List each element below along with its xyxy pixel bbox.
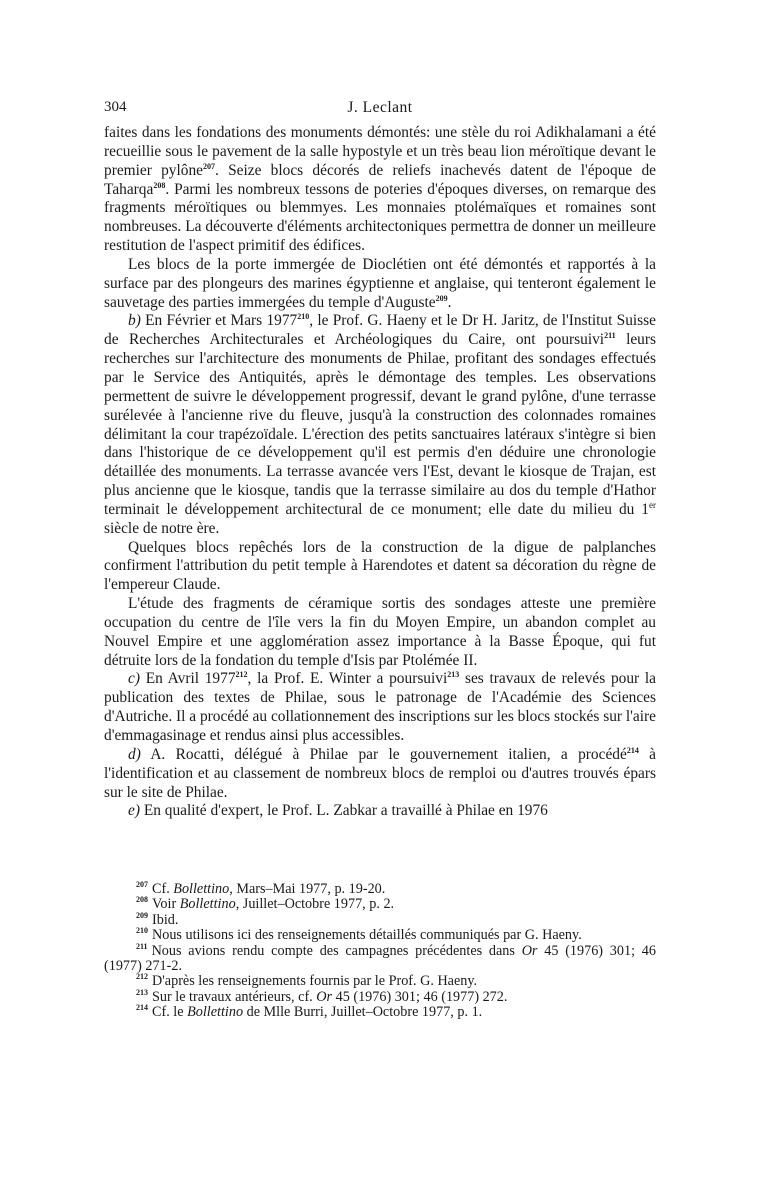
footnote (104, 928, 656, 943)
text: de Mlle Burri, Juillet–Octobre 1977, p. 1. (243, 1004, 483, 1021)
paragraph-3 (104, 312, 656, 538)
text: En qualité d'expert, le Prof. L. Zabkar a travaillé à Philae en 1976 (139, 802, 548, 820)
text: Voir (152, 896, 180, 913)
italic-text: Or (316, 988, 333, 1005)
paragraph-6 (104, 670, 656, 745)
text: Cf. le (152, 1004, 188, 1021)
text: , la Prof. E. Winter a poursuivi (247, 670, 448, 688)
footnote-number: 212 (136, 972, 148, 982)
text: ses travaux de relevés pour la publication des textes de Philae, sous le patronage de l'Académie des Sciences d'Autriche. Il a procédé au collationnement des inscriptions sur les blocs stockés sur l'aire d'emmagasinage et rendus ainsi plus accessibles. (104, 670, 657, 744)
paragraph-5 (104, 595, 656, 670)
text: à l'identification et au classement de nombreux blocs de remploi ou d'autres trouvés épars sur le site de Philae. (104, 745, 656, 801)
running-head: J. Leclant (347, 99, 413, 116)
text: 45 (1976) 301; 46 (1977) 271-2. (104, 942, 656, 975)
footnote-number: 209 (136, 910, 148, 920)
text: leurs recherches sur l'architecture des monuments de Philae, profitant des sondages effectués par le Service des Antiquités, après le démontage des temples. Les observations permettent de suivre le développement progressif, devant le grand pylône, d'une terrasse surélevée à l'ancienne rive du fleuve, jusqu'à la construction des colonnades romaines délimitant la cour trapézoïdale. L'érection des petits sanctuaires latéraux s'intègre si bien dans l'historique de ce développement qu'il est permis d'en déduire une chronologie détaillée des monuments. La terrasse avancée vers l'Est, devant le kiosque de Trajan, est plus ancienne que le kiosque, tandis que la terrasse similaire au dos du temple d'Hathor terminait le développement architectural de ce monument; elle date du milieu du 1 (104, 331, 656, 518)
page-header (104, 99, 656, 119)
text: L'étude des fragments de céramique sortis des sondages atteste une première occupation du centre de l'île vers la fin du Moyen Empire, un abandon complet au Nouvel Empire et une agglomération assez importance à la Basse Époque, qui fut détruite lors de la fondation du temple d'Isis par Ptolémée II. (104, 595, 656, 669)
text: Nous avions rendu compte des campagnes précédentes dans (151, 942, 522, 959)
footnote-ref: 210 (297, 312, 310, 322)
footnotes (104, 882, 656, 1021)
footnote-ref: 207 (203, 161, 215, 171)
page-number: 304 (104, 99, 127, 115)
footnote-number: 210 (136, 926, 148, 936)
paragraph-8 (104, 802, 656, 821)
text: 45 (1976) 301; 46 (1977) 272. (332, 988, 508, 1005)
footnote-number: 211 (136, 941, 148, 951)
italic-text: Bollettino (173, 881, 230, 897)
text: Sur le travaux antérieurs, cf. (152, 988, 317, 1005)
text: Les blocs de la porte immergée de Dioclétien ont été démontés et rapportés à la surface par des plongeurs des marines égyptienne et anglaise, qui tenteront également le sauvetage des parties immergées du temple d'Auguste (104, 255, 656, 311)
item-letter: d) (128, 745, 141, 763)
text: A. Rocatti, délégué à Philae par le gouvernement italien, a procédé (140, 745, 627, 763)
text: Quelques blocs repêchés lors de la construction de la digue de palplanches confirment l'attribution du petit temple à Harendotes et datent sa décoration du règne de l'empereur Claude. (104, 538, 656, 594)
footnote (104, 910, 656, 928)
italic-text: Bollettino (179, 896, 236, 913)
footnote-number: 208 (136, 895, 148, 905)
paragraph-1 (104, 124, 656, 256)
footnote (104, 897, 656, 912)
footnote-number: 214 (136, 1003, 148, 1013)
footnote-ref: 211 (604, 331, 616, 341)
italic-text: Bollettino (187, 1004, 244, 1021)
footnote (104, 987, 656, 1005)
item-letter: b) (128, 312, 141, 330)
text: Ibid. (152, 911, 179, 928)
text: D'après les renseignements fournis par le Prof. G. Haeny. (152, 973, 478, 990)
footnote-ref: 208 (153, 180, 166, 190)
footnote-ref: 209 (435, 293, 448, 303)
text: , Mars–Mai 1977, p. 19-20. (229, 881, 386, 897)
footnote-ref: 212 (235, 670, 248, 680)
text: faites dans les fondations des monuments démontés: une stèle du roi Adikhalamani a été recueillie sous le pavement de la salle hypostyle et un très beau lion méroïtique devant le premier pylône (104, 124, 656, 179)
item-letter: c) (128, 670, 140, 688)
footnote (104, 941, 656, 975)
text: . Parmi les nombreux tessons de poteries d'époques diverses, on remarque des fragments méroïtiques ou blemmyes. Les monnaies ptolémaïques et romaines sont nombreuses. La découverte d'éléments architectoniques permettra de donner un meilleure restitution de l'aspect primitif des édifices. (104, 180, 656, 255)
text: . Seize blocs décorés de reliefs inachevés datent de l'époque de Taharqa (104, 161, 656, 198)
footnote-number: 207 (136, 880, 148, 889)
text: Cf. (152, 881, 174, 897)
text: . (447, 293, 452, 311)
text: En Avril 1977 (139, 670, 236, 688)
paragraph-2 (104, 256, 656, 313)
ordinal-suffix: er (649, 499, 656, 510)
paragraph-7 (104, 746, 656, 803)
text: , Juillet–Octobre 1977, p. 2. (235, 896, 395, 913)
footnote-ref: 213 (447, 670, 460, 680)
text: En Février et Mars 1977 (140, 312, 298, 330)
italic-text: Or (521, 942, 538, 959)
footnote-ref: 214 (626, 745, 639, 755)
paragraph-4 (104, 539, 656, 596)
footnote (104, 974, 656, 989)
text: siècle de notre ère. (104, 519, 220, 537)
body-text (104, 124, 656, 821)
text: Nous utilisons ici des renseignements détaillés communiqués par G. Haeny. (152, 927, 582, 944)
footnote-number: 213 (136, 987, 148, 997)
item-letter: e) (128, 802, 140, 820)
footnote (104, 1005, 656, 1020)
text: , le Prof. G. Haeny et le Dr H. Jaritz, de l'Institut Suisse de Recherches Architecturales et Archéologiques du Caire, ont poursuivi (104, 312, 656, 349)
